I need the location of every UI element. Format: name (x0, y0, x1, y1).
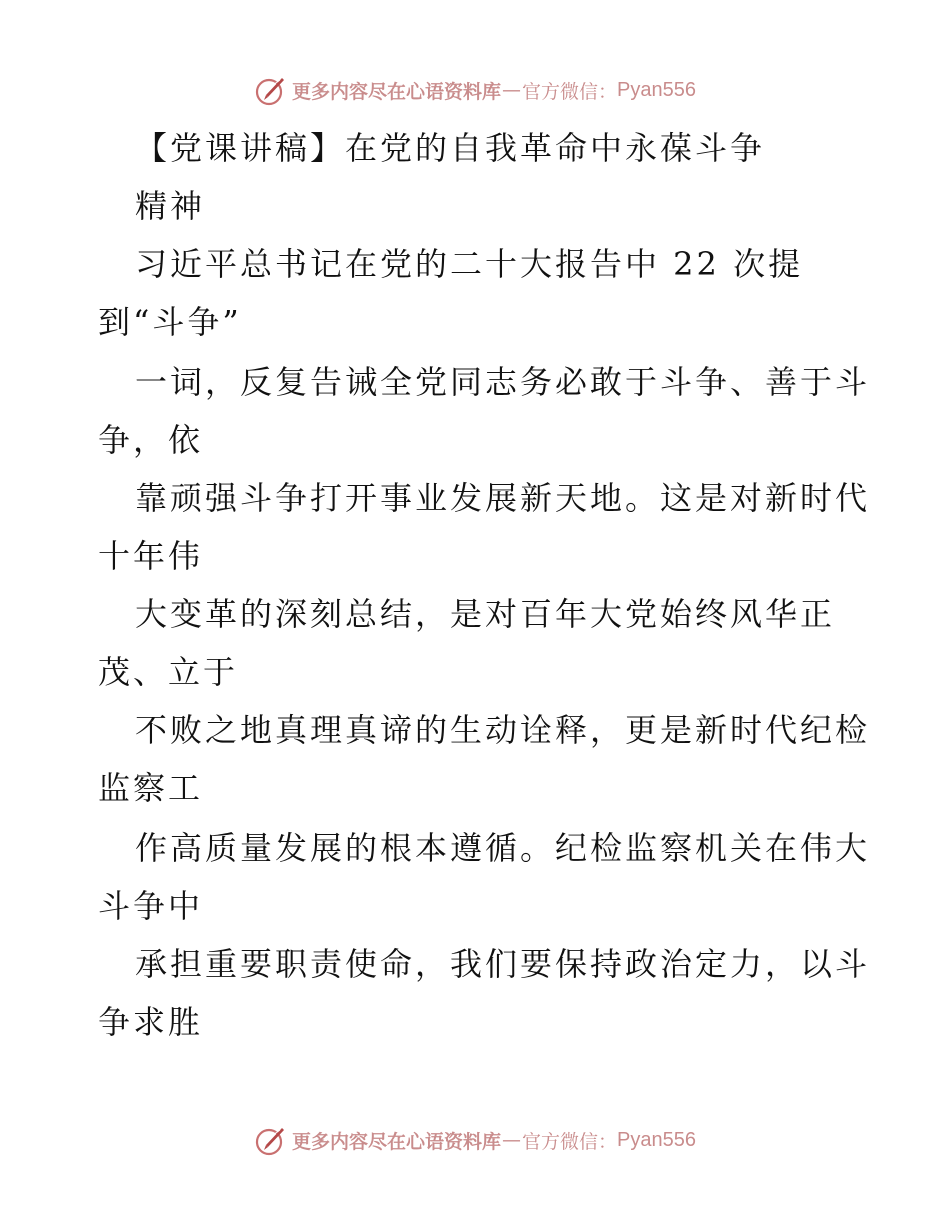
watermark-handle: Pyan556 (617, 78, 696, 101)
paragraph-line: 不败之地真理真谛的生动诠释，更是新时代纪检 (135, 711, 871, 749)
watermark-brand: 更多内容尽在心语资料库 (292, 80, 502, 103)
paragraph-line: 斗争中 (98, 887, 204, 925)
watermark-handle: Pyan556 (617, 1128, 696, 1151)
watermark-dash: — (502, 79, 522, 101)
watermark-dash: — (502, 1129, 522, 1151)
document-title-line-1: 【党课讲稿】在党的自我革命中永葆斗争 (135, 129, 766, 167)
watermark-brand: 更多内容尽在心语资料库 (292, 1130, 502, 1153)
paragraph-line: 习近平总书记在党的二十大报告中 22 次提 (135, 245, 804, 283)
paragraph-line: 十年伟 (98, 537, 204, 575)
paragraph-line: 争，依 (98, 421, 204, 459)
paragraph-line: 靠顽强斗争打开事业发展新天地。这是对新时代 (135, 479, 871, 517)
paragraph-line: 大变革的深刻总结，是对百年大党始终风华正 (135, 595, 836, 633)
paragraph-line: 到“斗争” (98, 303, 242, 341)
footer-watermark (0, 1120, 950, 1160)
document-title-line-2: 精神 (135, 187, 206, 225)
paragraph-line: 作高质量发展的根本遵循。纪检监察机关在伟大 (135, 829, 871, 867)
paragraph-line: 一词，反复告诫全党同志务必敢于斗争、善于斗 (135, 363, 871, 401)
watermark-wechat-label: 官方微信： (522, 1130, 618, 1153)
watermark-wechat-label: 官方微信： (522, 80, 618, 103)
paragraph-line: 监察工 (98, 769, 204, 807)
paragraph-line: 承担重要职责使命，我们要保持政治定力，以斗 (135, 945, 871, 983)
paragraph-line: 争求胜 (98, 1003, 204, 1041)
quill-pen-icon (254, 1123, 288, 1157)
paragraph-line: 茂、立于 (98, 653, 239, 691)
